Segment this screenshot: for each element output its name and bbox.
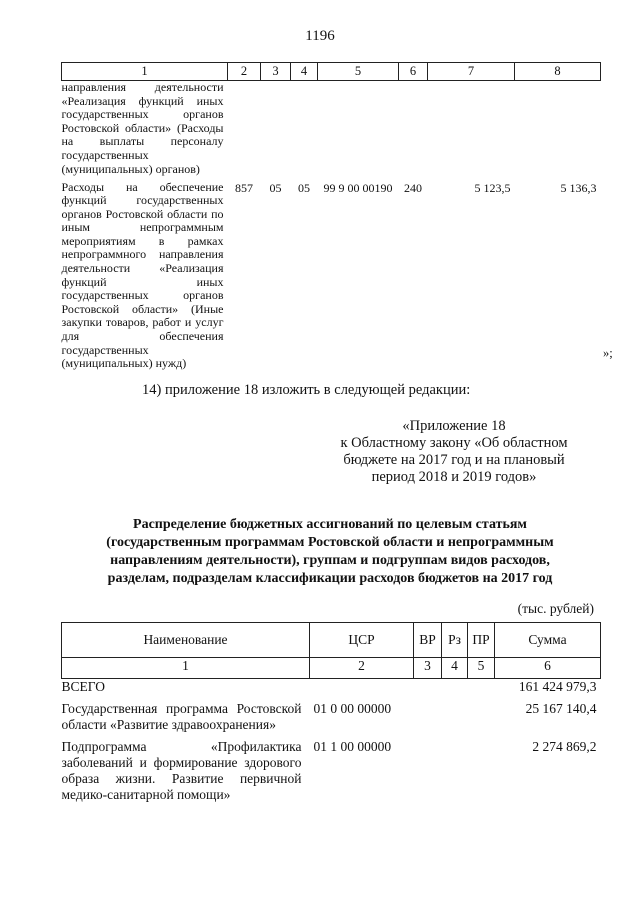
column-header: 7 bbox=[428, 63, 515, 81]
table-row bbox=[62, 701, 601, 733]
column-header: 3 bbox=[261, 63, 291, 81]
column-number-row bbox=[62, 658, 601, 679]
cell-pr: 05 bbox=[298, 180, 310, 195]
column-number: 4 bbox=[442, 658, 468, 679]
column-header: 6 bbox=[399, 63, 428, 81]
row-csr: 01 1 00 00000 bbox=[313, 739, 392, 754]
row-csr bbox=[310, 679, 414, 696]
column-number: 6 bbox=[495, 658, 601, 679]
row-sum: 2 274 869,2 bbox=[532, 739, 597, 754]
column-header: 5 bbox=[318, 63, 399, 81]
appendix-line: к Областному закону «Об областном bbox=[340, 435, 568, 451]
cell-sum-2018: 5 123,5 bbox=[474, 180, 511, 195]
cell-vr: 240 bbox=[404, 180, 422, 195]
expense-name: направления деятельности «Реализация функций иных государственных органов Ростовской области» (Расходы на выплаты персоналу государственных (муниципальных) органов) bbox=[61, 80, 224, 176]
continuation-table bbox=[61, 62, 601, 371]
row-csr: 01 0 00 00000 bbox=[313, 701, 392, 716]
continuation-header-row bbox=[62, 63, 601, 81]
header-row bbox=[62, 623, 601, 658]
table-row bbox=[62, 739, 601, 803]
cell-rz bbox=[261, 81, 291, 181]
row-rz bbox=[442, 739, 468, 803]
cell-sum-2019: 5 136,3 bbox=[560, 180, 597, 195]
appendix-line: период 2018 и 2019 годов» bbox=[371, 469, 537, 485]
appendix-title: «Приложение 18 bbox=[402, 418, 506, 434]
row-pr bbox=[468, 701, 495, 733]
column-header-pr: ПР bbox=[468, 623, 495, 658]
row-sum: 25 167 140,4 bbox=[525, 701, 597, 716]
column-header: 2 bbox=[228, 63, 261, 81]
table-row bbox=[62, 181, 601, 371]
section-heading bbox=[60, 516, 600, 588]
cell-csr: 99 9 00 00190 bbox=[323, 180, 393, 195]
column-header-sum: Сумма bbox=[495, 623, 601, 658]
column-header: 1 bbox=[62, 63, 228, 81]
heading-line: Распределение бюджетных ассигнований по целевым статьям bbox=[133, 517, 527, 532]
cell-ved bbox=[228, 81, 261, 181]
row-name: ВСЕГО bbox=[61, 679, 105, 694]
column-number: 2 bbox=[310, 658, 414, 679]
column-header: 8 bbox=[515, 63, 601, 81]
column-number: 5 bbox=[468, 658, 495, 679]
row-sum: 161 424 979,3 bbox=[518, 679, 597, 694]
cell-sum-2018 bbox=[428, 81, 515, 181]
budget-allocation-table bbox=[61, 622, 601, 803]
row-rz bbox=[442, 679, 468, 696]
table-row-total bbox=[62, 679, 601, 696]
units-label: (тыс. рублей) bbox=[517, 601, 594, 616]
cell-ved: 857 bbox=[235, 180, 253, 195]
column-header-rz: Рз bbox=[442, 623, 468, 658]
column-header-csr: ЦСР bbox=[310, 623, 414, 658]
cell-pr bbox=[291, 81, 318, 181]
row-name: Подпрограмма «Профилактика заболеваний и формирование здорового образа жизни. Развитие первичной медико-санитарной помощи» bbox=[61, 739, 302, 802]
column-number: 1 bbox=[62, 658, 310, 679]
expense-name: Расходы на обеспечение функций государственных органов Ростовской области по иным непрограммным мероприятиям в рамках непрограммного направления деятельности «Реализация функций иных государственных органов Ростовской области» (Иные закупки товаров, работ и услуг для обеспечения государственных (муниципальных) нужд) bbox=[61, 179, 224, 371]
appendix-reference bbox=[300, 418, 608, 486]
row-vr bbox=[414, 739, 442, 803]
cell-vr bbox=[399, 81, 428, 181]
appendix-line: бюджете на 2017 год и на плановый bbox=[343, 452, 565, 468]
heading-line: направлениям деятельности), группам и подгруппам видов расходов, bbox=[110, 553, 550, 568]
row-pr bbox=[468, 679, 495, 696]
row-vr bbox=[414, 701, 442, 733]
column-header-vr: ВР bbox=[414, 623, 442, 658]
row-vr bbox=[414, 679, 442, 696]
row-rz bbox=[442, 701, 468, 733]
page-number: 1196 bbox=[305, 28, 335, 44]
column-header-name: Наименование bbox=[62, 623, 310, 658]
amendment-text: 14) приложение 18 изложить в следующей редакции: bbox=[142, 382, 471, 398]
table-row bbox=[62, 81, 601, 181]
column-header: 4 bbox=[291, 63, 318, 81]
cell-sum-2019 bbox=[515, 81, 601, 181]
heading-line: разделам, подразделам классификации расходов бюджетов на 2017 год bbox=[107, 571, 553, 586]
cell-csr bbox=[318, 81, 399, 181]
row-pr bbox=[468, 739, 495, 803]
cell-rz: 05 bbox=[269, 180, 282, 195]
heading-line: (государственным программам Ростовской области и непрограммным bbox=[106, 535, 554, 550]
row-name: Государственная программа Ростовской области «Развитие здравоохранения» bbox=[61, 701, 302, 732]
column-number: 3 bbox=[414, 658, 442, 679]
closing-quote: »; bbox=[603, 346, 613, 360]
